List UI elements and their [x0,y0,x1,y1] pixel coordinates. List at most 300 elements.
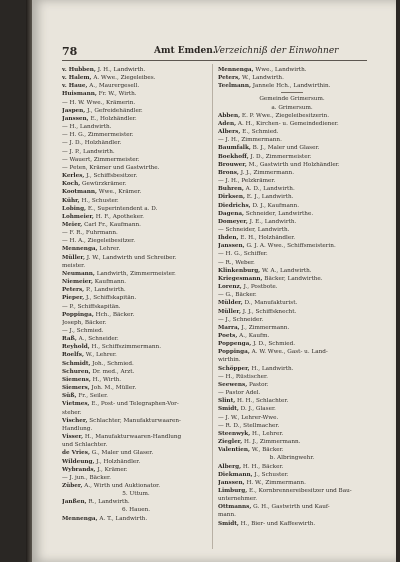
entry-surname: Abben, [218,112,241,119]
entry-details: — Peten, Krämer und Gastwirthe. [62,164,160,171]
entry-details: J., Schuster. [252,471,289,478]
entry-details: Fr. W., Wirth. [96,91,137,98]
entry-surname: Kriegesmann, [218,275,263,282]
entry-details: W., Lehrer. [83,352,117,359]
directory-entry [218,397,366,405]
directory-entry [62,270,210,278]
entry-details: — F. R., Fuhrmann. [62,230,118,237]
entry-details: E. J., Landwirth. [244,194,294,201]
directory-entry [62,66,210,74]
entry-details: Landwirth, Zimmermeister. [94,270,176,277]
directory-entry [62,131,210,139]
entry-details: — Pastor Adel. [218,390,261,397]
directory-entry [218,210,366,218]
entry-details: J. D., Zimmermeister. [248,153,312,160]
entry-details: A. D., Landwirth. [243,186,295,193]
directory-entry [62,254,210,262]
directory-entry [218,234,366,242]
directory-entry [62,74,210,82]
entry-details: steher. [62,409,82,416]
directory-entry [62,139,210,147]
entry-surname: Baumfalk, [218,145,251,152]
entry-surname: Mennenga, [218,67,254,73]
entry-details: E. H., Holzhändler. [238,235,296,242]
directory-entry [218,177,366,185]
right-column [218,66,366,528]
directory-entry [218,356,366,364]
entry-details: Hch., Bäcker. [93,311,135,318]
directory-entry [62,327,210,335]
entry-details: — R., Weber. [218,259,255,266]
entry-surname: Reyhold, [62,344,90,351]
directory-entry [218,120,366,128]
entry-details: — J. D., Holzhändler. [62,140,122,147]
directory-entry [62,123,210,131]
entry-details: E., Holzhändler. [88,115,137,122]
entry-surname: Koch, [62,181,81,188]
entry-details: H., Manufakturwaaren-Handlung [83,434,182,441]
entry-surname: de Vries, [62,450,90,457]
entry-details: und Schlachter. [62,442,108,449]
entry-details: P., Landwirth. [84,287,126,294]
entry-details: J., Schiffsbesitzer. [84,173,138,180]
directory-entry [218,259,366,267]
entry-surname: Limburg, [218,487,248,494]
entry-details: D. J., Kaufmann. [250,202,300,209]
entry-details: — H., Rüstischer. [218,373,268,380]
column-separator [212,64,213,549]
entry-surname: Roelfs, [62,352,84,359]
directory-entry [62,205,210,213]
entry-details: Handlung. [62,425,93,432]
directory-entry [62,237,210,245]
entry-details: Joh. M., Müller. [89,385,137,392]
entry-surname: Kerles, [62,173,85,180]
entry-details: A., Wirth und Auktionator. [82,482,161,489]
page-header [62,45,367,59]
directory-entry [62,262,210,270]
entry-details: J. H., Landwirth. [95,67,146,73]
entry-details: — P., Schiffskapitän. [62,303,121,310]
directory-entry [218,438,366,446]
entry-surname: Züber, [62,482,83,489]
directory-entry [62,409,210,417]
directory-entry [62,449,210,457]
entry-details: — H. W. Wwe., Krämerin. [62,99,136,106]
entry-details: B. J., Maler und Glaser. [250,145,320,152]
directory-entry [218,405,366,413]
directory-entry [218,283,366,291]
entry-details: E. P. Wwe., Ziegeleibesitzerin. [240,112,330,119]
entry-surname: Jaspen, [62,107,86,114]
directory-entry [62,319,210,327]
directory-entry [62,221,210,229]
directory-entry [218,226,366,234]
entry-details: G., Maler und Glaser. [89,450,154,457]
directory-entry [218,520,366,528]
entry-details: J. D., Schmied. [251,341,296,348]
entry-details: Joseph, Bäcker. [62,319,107,326]
entry-details: H. H., Bäcker. [241,463,284,470]
directory-entry [62,172,210,180]
entry-details: Wwe., Krämer. [97,189,142,196]
directory-entry [218,202,366,210]
entry-surname: Müller, [218,308,241,315]
directory-entry [218,66,366,74]
directory-entry [218,112,366,120]
directory-entry [62,245,210,253]
entry-surname: Niemeier, [62,279,93,286]
directory-entry [218,503,366,511]
entry-details: J. J., Schiffsknecht. [240,308,297,315]
directory-entry [62,474,210,482]
section-rule [281,92,303,93]
directory-entry [218,193,366,201]
directory-entry [218,414,366,422]
entry-surname: Mennenga, [62,246,98,253]
entry-surname: Janßen, [62,499,87,506]
page-subtitle: Verzeichniß der Einwohner [214,46,339,56]
directory-entry [62,335,210,343]
directory-entry [218,348,366,356]
directory-entry [218,275,366,283]
directory-entry [218,381,366,389]
entry-surname: v. Halem, [62,75,92,82]
entry-surname: Brouwer, [218,161,247,168]
entry-surname: Siemens, [62,376,91,383]
entry-surname: Poppenga, [218,341,252,348]
entry-surname: Klinkenburg, [218,267,261,274]
entry-details: A. Wwe., Ziegeleibes. [91,75,156,82]
directory-entry [218,291,366,299]
entry-surname: Smidt, [218,520,239,527]
entry-details: Carl Fr., Kaufmann. [82,221,141,228]
entry-surname: Slint, [218,398,236,405]
entry-details: meister. [62,262,86,269]
section-heading: b. Albringwehr. [269,455,315,462]
entry-surname: Kühr, [62,197,80,204]
directory-entry [218,332,366,340]
entry-surname: Mülder, [218,300,243,307]
directory-entry [218,495,366,503]
entry-surname: Steenwyk, [218,430,251,437]
directory-entry [218,185,366,193]
entry-surname: Janssen, [62,115,89,122]
entry-details: H., Wirth. [90,376,122,383]
entry-details: — J. jun., Bäcker. [62,474,111,481]
entry-surname: Brons, [218,169,239,176]
directory-entry [62,303,210,311]
entry-surname: Müller, [62,254,85,261]
entry-details: Fr., Seiler. [76,393,108,400]
directory-entry [218,144,366,152]
entry-details: H. W., Zimmermann. [244,479,306,486]
entry-details: — R. D., Stellmacher. [218,422,280,429]
entry-details: — H. G., Schiffer. [218,251,268,258]
entry-surname: Schöpper, [218,365,250,372]
directory-entry [62,482,210,490]
directory-entry [218,324,366,332]
directory-entry [62,180,210,188]
entry-surname: Ihden, [218,235,239,242]
directory-entry [62,90,210,98]
entry-surname: Vietmes, [62,401,90,408]
entry-details: — H., Landwirth. [62,124,112,131]
entry-details: J., Holzhändler. [94,458,141,465]
entry-details: D. J., Glaser. [238,406,276,413]
entry-details: E., Post- und Telegraphen-Vor- [89,401,179,408]
entry-details: G. H., Gastwirth und Kauf- [251,504,330,511]
directory-entry [62,417,210,425]
entry-surname: Wildeung, [62,458,95,465]
entry-surname: Poppinga, [62,311,94,318]
directory-entry [218,511,366,519]
entry-surname: Mennenga, [62,515,98,522]
directory-entry [62,156,210,164]
entry-surname: Lohmeier, [62,213,94,220]
entry-surname: Domeyer, [218,218,248,225]
entry-details: — J. H., Zimmermann. [218,137,282,144]
directory-entry [218,128,366,136]
entry-details: G. J. A. Wwe., Schiffsmeisterin. [244,243,336,250]
directory-entry [62,392,210,400]
entry-details: H., Schiffszimmermann. [89,344,162,351]
entry-details: J. W., Landwirth und Schreiber. [84,254,177,261]
directory-entry [62,294,210,302]
entry-details: — J., Schmied. [62,328,104,334]
directory-entry [218,365,366,373]
entry-details: H. H., Schlachter. [235,398,289,405]
directory-entry [62,197,210,205]
entry-details: J., Zimmermann. [239,324,290,331]
entry-surname: Raß, [62,336,77,343]
directory-entry [218,340,366,348]
entry-details: Schneider, Landwirthe. [244,210,314,217]
entry-details: A., Schneider. [76,336,119,343]
entry-surname: Siemers, [62,385,90,392]
entry-surname: Diedrichs, [218,202,251,209]
entry-details: — Schneider, Landwirth. [218,226,290,233]
entry-details: — J. P., Landwirth. [62,148,115,155]
directory-entry [62,115,210,123]
entry-surname: Ottmanns, [218,504,252,511]
entry-surname: Poppinga, [218,349,250,356]
directory-entry [218,250,366,258]
entry-details: H. J., Zimmermann. [242,439,301,446]
entry-details: R., Landwirth. [86,499,130,506]
directory-entry [62,148,210,156]
directory-entry [218,218,366,226]
entry-surname: Aden, [218,120,237,127]
entry-details: mann. [218,512,236,519]
entry-details: E., Schmied. [240,129,279,136]
entry-details: Jannele Hch., Landwirthin. [250,83,331,90]
entry-surname: Boekhoff, [218,153,249,160]
entry-surname: Alberg, [218,463,242,470]
header-rule [62,60,367,61]
section-heading: a. Grimersum. [271,104,313,111]
directory-entry [62,351,210,359]
entry-surname: Lobing, [62,205,87,212]
entry-details: wirthin. [218,357,241,364]
section-heading: 5. Uttum. [122,491,150,498]
directory-entry [218,267,366,275]
entry-details: — J. W., Lehrer-Wwe. [218,414,279,421]
entry-surname: Janssen, [218,243,245,250]
directory-entry [218,479,366,487]
entry-surname: Vischer, [62,417,88,424]
entry-surname: Pieper, [62,295,85,302]
entry-details: — Wauert, Zimmermeister. [62,156,140,163]
directory-entry [218,308,366,316]
entry-surname: Smidt, [218,406,239,413]
entry-details: E., Kornbrennereibesitzer und Bau- [247,487,352,494]
directory-entry [218,161,366,169]
directory-entry [62,188,210,196]
entry-surname: Diekmann, [218,471,253,478]
entry-details: J. E., Landwirth. [247,218,297,225]
entry-details: J., Gefreidehändler. [85,107,143,114]
directory-entry [218,389,366,397]
directory-entry [218,299,366,307]
entry-details: M., Gastwirth und Holzhändler. [246,161,340,168]
entry-surname: Visser, [62,434,84,441]
left-column [62,66,210,523]
directory-entry [218,463,366,471]
entry-surname: Teelmann, [218,83,251,90]
entry-surname: Lorenz, [218,284,242,291]
directory-entry [62,99,210,107]
entry-surname: v. Hubben, [62,67,96,73]
directory-entry [62,441,210,449]
entry-details: Bäcker, Landwirthe. [262,275,323,282]
entry-surname: Poets, [218,333,238,339]
directory-entry [218,136,366,144]
entry-details: Pastor. [247,381,269,388]
directory-entry [62,515,210,523]
entry-details: Dr. med., Arzt. [90,368,135,375]
directory-entry [218,487,366,495]
page-title: Amt Emden. [154,46,216,56]
entry-surname: Kootmann, [62,189,97,196]
entry-details: H., Landwirth. [249,365,294,372]
directory-entry [62,278,210,286]
entry-surname: Dirksen, [218,194,245,201]
directory-entry [62,498,210,506]
section-heading: 6. Hauen. [121,507,151,514]
entry-details: J., Postbote. [241,284,278,291]
entry-surname: Peters, [218,75,241,82]
directory-entry [62,286,210,294]
directory-entry [62,229,210,237]
directory-entry [62,384,210,392]
entry-surname: Peters, [62,287,85,294]
entry-surname: Seewens, [218,381,248,388]
entry-surname: Schmidt, [62,360,91,367]
entry-details: H., Bier- und Kaffeewirth. [238,520,316,527]
entry-details: Kaufmann. [92,279,127,286]
entry-surname: Ziegler, [218,439,243,446]
page-number: 78 [62,45,78,58]
entry-details: Wwe., Landwirth. [253,67,307,73]
directory-entry [218,316,366,324]
entry-surname: Neumann, [62,270,95,277]
entry-details: W., Bäcker. [250,447,284,454]
entry-details: — H. A., Ziegeleibesitzer. [62,238,136,245]
entry-surname: Marra, [218,324,240,331]
entry-details: E., Superintendent a. D. [86,205,158,212]
entry-details: A., Maurergesell. [87,83,140,90]
directory-entry [62,343,210,351]
entry-surname: Dagena, [218,210,245,217]
entry-surname: Albers, [218,129,241,136]
directory-entry [62,213,210,221]
directory-entry [62,368,210,376]
directory-entry [218,153,366,161]
entry-details: unternehmer. [218,496,258,503]
entry-details: W. A., Landwirth. [260,267,312,274]
entry-details: H. F., Apotheker. [93,213,144,220]
entry-details: Lehrer. [97,246,121,253]
directory-entry [62,164,210,172]
directory-entry [218,74,366,82]
entry-details: — G., Bäcker. [218,292,257,299]
directory-entry [218,169,366,177]
entry-details: W., Landwirth. [240,75,284,82]
entry-details: — H. G., Zimmermeister. [62,132,134,139]
directory-entry [62,400,210,408]
entry-details: A. H., Kirchen- u. Gemeindediener. [236,120,339,127]
directory-entry [62,458,210,466]
entry-details: J. J., Zimmermann. [238,169,295,176]
directory-entry [62,376,210,384]
entry-details: Schlachter, Manufakturwaaren- [87,417,181,424]
entry-details: H., Lehrer. [250,430,284,437]
entry-surname: Wybrands, [62,466,96,473]
entry-details: D., Manufakturist. [242,300,298,307]
entry-surname: Schuren, [62,368,91,375]
directory-entry [62,107,210,115]
entry-surname: Buhren, [218,186,244,193]
directory-entry [218,82,366,90]
directory-entry [62,425,210,433]
directory-entry [62,466,210,474]
entry-surname: Valentien, [218,447,251,454]
entry-details: A. W. Wwe., Gast- u. Land- [249,349,328,356]
entry-surname: v. Haue, [62,83,88,90]
directory-entry [218,373,366,381]
directory-entry [62,360,210,368]
directory-entry [218,446,366,454]
entry-details: Gewürzkrämer. [80,181,127,188]
directory-entry [62,82,210,90]
entry-details: J., Schiffskapitän. [84,295,137,302]
directory-entry [218,242,366,250]
directory-entry [62,311,210,319]
entry-details: A. T., Landwirth. [97,515,148,522]
section-heading: Gemeinde Grimersum. [259,96,325,103]
entry-details: — J. H., Pelzkrämer. [218,178,276,185]
entry-surname: Meier, [62,221,83,228]
entry-details: A., Kaufm. [237,333,270,339]
directory-entry [62,433,210,441]
entry-surname: Janssen, [218,479,245,486]
entry-surname: Huismann, [62,91,97,98]
entry-surname: Süß, [62,393,77,400]
directory-entry [218,422,366,430]
entry-details: J., Krämer. [95,466,128,473]
entry-details: H., Schuster. [79,197,119,204]
